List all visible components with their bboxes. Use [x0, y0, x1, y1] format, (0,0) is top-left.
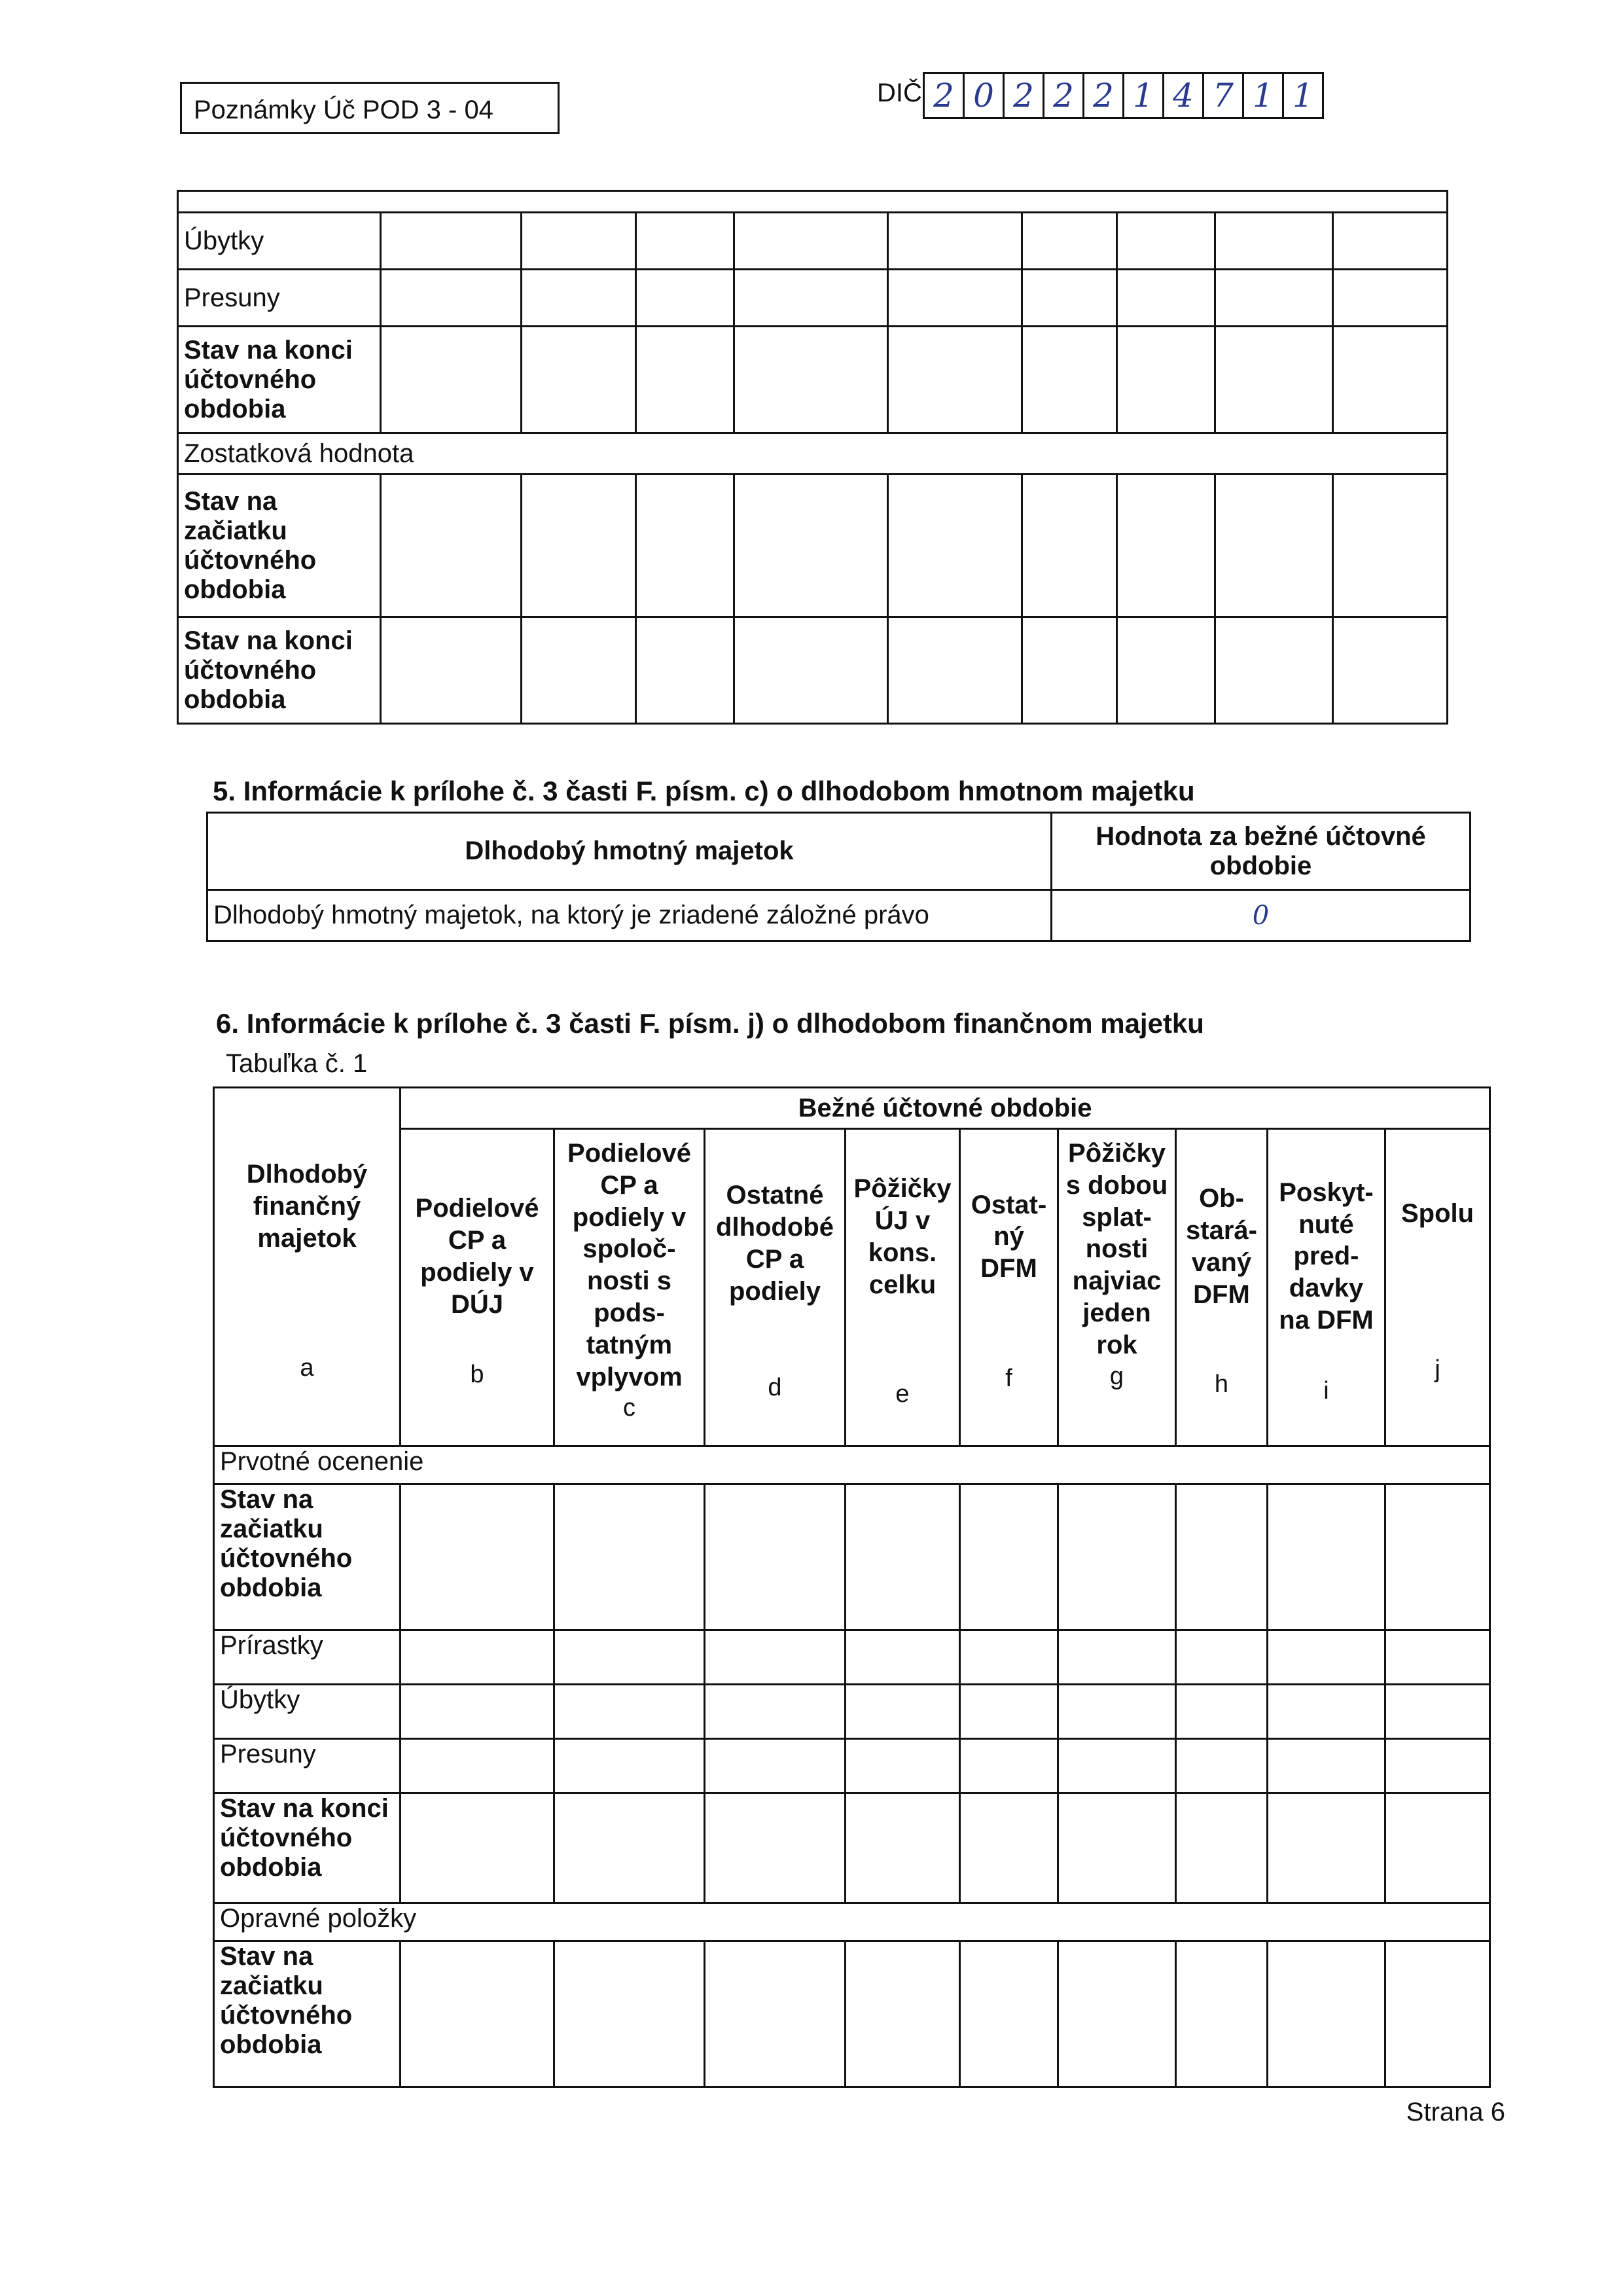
table-header-row [214, 1088, 1490, 1129]
col-header [1058, 1129, 1176, 1446]
col-header-label: Ostatné dlhodobé CP a podiely [716, 1181, 834, 1306]
col-letter: d [768, 1374, 782, 1402]
col-header-label: Podielové CP a podiely v DÚJ [415, 1194, 539, 1319]
col-header-label: Dlhodobý finančný majetok [246, 1160, 368, 1253]
dic-digit: 7 [1204, 74, 1244, 117]
table-header-row [207, 813, 1471, 890]
dic-label: DIČ [877, 79, 922, 107]
col-letter: j [1435, 1355, 1440, 1384]
col-header [1176, 1129, 1268, 1446]
dic-digit: 1 [1124, 74, 1164, 117]
col-header-label: Podielové CP a podiely v spoloč-nosti s pods-tatným vplyvom [567, 1139, 691, 1391]
table-row [214, 1941, 1490, 2087]
col-header [705, 1129, 846, 1446]
col-letter: e [895, 1380, 910, 1408]
dic-digit: 2 [1044, 74, 1084, 117]
section-label: Opravné položky [214, 1903, 1490, 1941]
col-letter: i [1323, 1376, 1329, 1405]
table-row [214, 1685, 1490, 1739]
dic-digit: 2 [1084, 74, 1124, 117]
table-section-row [214, 1903, 1490, 1941]
table-section-row [214, 1446, 1490, 1484]
col-header: Hodnota za bežné účtovné obdobie [1052, 813, 1471, 890]
dic-digit: 2 [1005, 74, 1044, 117]
dic-boxes [923, 72, 1324, 119]
col-letter: a [300, 1354, 314, 1382]
col-header [214, 1088, 401, 1446]
section6-table [213, 1086, 1491, 2088]
col-header-label: Ob-stará-vaný DFM [1186, 1184, 1257, 1309]
row-label: Prírastky [214, 1630, 401, 1685]
col-header: Dlhodobý hmotný majetok [207, 813, 1052, 890]
col-header-label: Ostat-ný DFM [971, 1190, 1047, 1283]
table-row [207, 890, 1471, 941]
col-header [1268, 1129, 1385, 1446]
col-letter: h [1214, 1371, 1229, 1399]
row-label: Stav na začiatku účtovného obdobia [214, 1941, 401, 2087]
col-header [846, 1129, 960, 1446]
table-row [214, 1484, 1490, 1630]
row-label: Presuny [178, 270, 381, 327]
form-label: Poznámky Úč POD 3 - 04 [180, 82, 560, 134]
row-label: Stav na konci účtovného obdobia [178, 327, 381, 433]
section-label: Zostatková hodnota [178, 433, 1448, 475]
col-letter: g [1109, 1362, 1124, 1390]
col-letter: c [623, 1394, 635, 1422]
col-header-label: Pôžičky ÚJ v kons. celku [853, 1174, 952, 1299]
col-header [554, 1129, 705, 1446]
table-row [178, 270, 1448, 327]
table-row [214, 1630, 1490, 1685]
col-header-label: Spolu [1400, 1199, 1474, 1229]
row-label: Stav na konci účtovného obdobia [178, 617, 381, 724]
col-letter: b [470, 1361, 484, 1389]
row-label: Úbytky [214, 1685, 401, 1739]
table-row [178, 475, 1448, 617]
row-label: Stav na konci účtovného obdobia [214, 1793, 401, 1903]
section-label: Prvotné ocenenie [214, 1446, 1490, 1484]
dic-digit: 4 [1164, 74, 1204, 117]
period-header: Bežné účtovné obdobie [401, 1088, 1490, 1129]
dic-digit: 2 [925, 74, 965, 117]
row-label: Úbytky [178, 213, 381, 270]
row-label: Dlhodobý hmotný majetok, na ktorý je zriadené záložné právo [207, 890, 1052, 941]
table-row [214, 1739, 1490, 1793]
table-row [178, 213, 1448, 270]
table-section-row [178, 433, 1448, 475]
top-table [177, 190, 1448, 725]
row-label: Presuny [214, 1739, 401, 1793]
section6-title: 6. Informácie k prílohe č. 3 časti F. písm. j) o dlhodobom finančnom majetku [216, 1008, 1204, 1039]
table-row [214, 1793, 1490, 1903]
col-header-label: Pôžičky s dobou splat-nosti najviac jeden rok [1065, 1139, 1168, 1359]
row-label: Stav na začiatku účtovného obdobia [178, 475, 381, 617]
row-label: Stav na začiatku účtovného obdobia [214, 1484, 401, 1630]
row-value: 0 [1052, 890, 1471, 941]
col-letter: f [1005, 1365, 1012, 1393]
dic-digit: 0 [965, 74, 1005, 117]
dic-digit: 1 [1293, 77, 1313, 115]
table-row [178, 327, 1448, 433]
table-header-row [214, 1129, 1490, 1446]
dic-digit: 1 [1244, 74, 1284, 117]
page-number: Strana 6 [1406, 2098, 1505, 2126]
col-header-label: Poskyt-nuté pred-davky na DFM [1279, 1177, 1374, 1335]
section5-title: 5. Informácie k prílohe č. 3 časti F. písm. c) o dlhodobom hmotnom majetku [213, 776, 1195, 806]
col-header [401, 1129, 554, 1446]
table-row [178, 617, 1448, 724]
section5-table [206, 812, 1471, 942]
col-header [960, 1129, 1058, 1446]
col-header [1385, 1129, 1490, 1446]
table-row [178, 191, 1448, 213]
section6-subtitle: Tabuľka č. 1 [226, 1049, 368, 1078]
